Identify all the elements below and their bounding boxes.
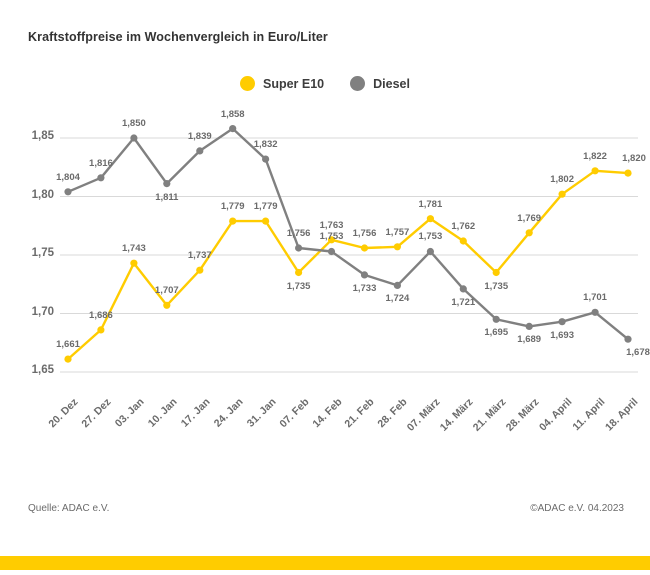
data-point — [493, 269, 500, 276]
data-point-label: 1,721 — [451, 296, 476, 308]
data-point — [262, 156, 269, 163]
data-point-label: 1,756 — [352, 227, 377, 239]
x-axis-tick-label: 18. April — [602, 396, 641, 434]
data-point-label: 1,811 — [155, 191, 179, 203]
data-point-label: 1,757 — [385, 226, 410, 238]
data-point-label: 1,832 — [253, 139, 278, 151]
data-point — [526, 323, 533, 330]
data-point — [493, 316, 500, 323]
copyright-note: ©ADAC e.V. 04.2023 — [530, 503, 624, 514]
data-point-label: 1,763 — [319, 219, 344, 231]
data-point — [130, 134, 137, 141]
data-point-label: 1,822 — [583, 150, 607, 162]
data-point — [394, 243, 401, 250]
data-point — [163, 302, 170, 309]
data-point — [64, 356, 71, 363]
data-point-label: 1,693 — [550, 329, 574, 341]
data-point — [130, 260, 137, 267]
data-point-label: 1,753 — [418, 231, 443, 243]
data-point-label: 1,804 — [56, 171, 80, 183]
data-point-label: 1,735 — [484, 280, 509, 292]
x-axis-tick-label: 17. Jan — [178, 396, 213, 430]
x-axis-tick-label: 07. März — [405, 396, 443, 434]
data-point-label: 1,735 — [286, 280, 311, 292]
x-axis-tick-label: 27. Dez — [79, 396, 114, 431]
y-axis-tick-label: 1,75 — [31, 247, 54, 259]
y-axis-tick-label: 1,85 — [31, 130, 54, 142]
x-axis-tick-label: 07. Feb — [276, 396, 312, 431]
data-point-label: 1,779 — [253, 201, 278, 213]
x-axis-tick-label: 28. März — [503, 396, 542, 434]
y-axis-tick-label: 1,70 — [31, 305, 54, 318]
data-point-label: 1,686 — [89, 309, 113, 321]
data-point-label: 1,802 — [550, 174, 574, 186]
data-point-label: 1,701 — [583, 292, 607, 304]
data-point — [295, 269, 302, 276]
data-point-label: 1,816 — [89, 157, 113, 169]
y-axis-tick-label: 1,65 — [31, 364, 54, 376]
data-point — [196, 267, 203, 274]
data-point — [295, 244, 302, 251]
y-axis-tick-label: 1,80 — [31, 188, 54, 201]
data-point — [196, 147, 203, 154]
data-point — [624, 336, 631, 343]
data-point — [460, 285, 467, 292]
data-point — [229, 125, 236, 132]
x-axis-tick-label: 14. Feb — [309, 396, 345, 431]
data-point — [592, 167, 599, 174]
data-point-label: 1,820 — [622, 153, 646, 165]
data-point-label: 1,695 — [484, 327, 509, 339]
data-point-label: 1,762 — [451, 220, 476, 232]
x-axis-tick-label: 10. Jan — [145, 396, 180, 430]
data-point-label: 1,733 — [352, 282, 377, 294]
data-point — [163, 180, 170, 187]
x-axis-tick-label: 24. Jan — [211, 396, 246, 430]
series-line-super-e10 — [68, 171, 628, 359]
x-axis-tick-label: 03. Jan — [112, 396, 147, 430]
data-point — [592, 309, 599, 316]
data-point — [361, 244, 368, 251]
x-axis-tick-label: 04. April — [537, 396, 575, 434]
data-point — [229, 218, 236, 225]
x-axis-tick-label: 11. April — [570, 396, 608, 434]
x-axis-tick-label: 31. Jan — [244, 396, 279, 430]
data-point-label: 1,756 — [286, 227, 311, 239]
data-point-label: 1,724 — [385, 293, 410, 305]
data-point-label: 1,743 — [121, 243, 146, 255]
x-axis-tick-label: 21. Feb — [342, 396, 377, 431]
page-title: Kraftstoffpreise im Wochenvergleich in Euro/Liter — [28, 30, 328, 44]
accent-bar — [0, 556, 650, 570]
data-point-label: 1,781 — [418, 198, 443, 210]
x-axis-tick-label: 28. Feb — [375, 396, 410, 431]
data-point — [97, 174, 104, 181]
series-line-diesel — [68, 129, 628, 340]
data-point — [262, 218, 269, 225]
data-point-label: 1,678 — [626, 347, 650, 359]
data-point — [526, 229, 533, 236]
data-point-label: 1,737 — [187, 250, 212, 262]
legend-label-diesel: Diesel — [373, 76, 410, 91]
data-point-label: 1,753 — [319, 231, 344, 243]
data-point — [559, 318, 566, 325]
data-point-label: 1,858 — [220, 108, 245, 120]
x-axis-tick-label: 20. Dez — [46, 396, 81, 431]
source-note: Quelle: ADAC e.V. — [28, 503, 110, 514]
data-point-label: 1,661 — [56, 339, 80, 351]
data-point — [361, 271, 368, 278]
data-point — [64, 188, 71, 195]
data-point — [328, 248, 335, 255]
data-point-label: 1,779 — [220, 201, 245, 213]
data-point — [394, 282, 401, 289]
data-point-label: 1,769 — [517, 212, 542, 224]
data-point — [427, 248, 434, 255]
legend-label-super-e10: Super E10 — [263, 76, 325, 91]
data-point — [624, 170, 631, 177]
data-point — [460, 237, 467, 244]
x-axis-tick-label: 14. März — [437, 396, 476, 434]
data-point — [559, 191, 566, 198]
x-axis-tick-label: 21. März — [470, 396, 509, 434]
data-point-label: 1,707 — [154, 285, 179, 297]
data-point-label: 1,850 — [121, 118, 146, 129]
data-point-label: 1,689 — [517, 334, 542, 346]
data-point — [97, 326, 104, 333]
data-point — [427, 215, 434, 222]
data-point-label: 1,839 — [187, 130, 212, 142]
